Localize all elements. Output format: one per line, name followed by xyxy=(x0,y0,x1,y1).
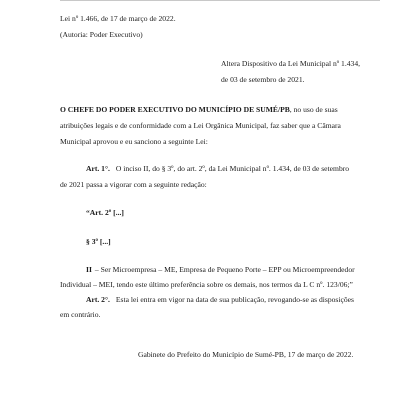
inciso-text: – Ser Microempresa – ME, Empresa de Pequeno Porte – EPP ou Microempreendedor xyxy=(94,265,355,274)
article-2-text: Esta lei entra em vigor na data de sua publicação, revogando-se as disposições xyxy=(115,295,354,304)
article-1-line-1 xyxy=(86,165,349,173)
preamble-line-2: atribuições legais e de conformidade com a Lei Orgânica Municipal, faz saber que a Câmara xyxy=(60,121,341,130)
article-2-line-2: em contrário. xyxy=(60,310,101,319)
article-2-label: Art. 2°. xyxy=(86,295,110,304)
article-2-line-1 xyxy=(86,296,354,304)
article-1-text: O inciso II, do § 3º, do art. 2º, da Lei Municipal nº. 1.434, de 03 de setembro xyxy=(115,164,350,173)
quoted-paragraph-3: § 3º [...] xyxy=(86,237,111,246)
preamble-line-1 xyxy=(60,106,338,114)
closing-signature-line: Gabinete do Prefeito do Município de Sumé-PB, 17 de março de 2022. xyxy=(138,350,354,359)
article-1-label: Art. 1°. xyxy=(86,164,110,173)
top-divider xyxy=(60,0,380,1)
ementa-line-1: Altera Dispositivo da Lei Municipal nº 1.434, xyxy=(221,59,361,68)
executive-authority: O CHEFE DO PODER EXECUTIVO DO MUNICÍPIO DE SUMÉ/PB xyxy=(60,105,290,114)
inciso-line-1 xyxy=(86,266,355,274)
preamble-line-1-rest: , no uso de suas xyxy=(289,105,338,114)
article-1-line-2: de 2021 passa a vigorar com a seguinte redação: xyxy=(60,180,207,189)
quoted-article-2: “Art. 2º [...] xyxy=(86,208,124,217)
inciso-label: II xyxy=(86,265,92,274)
preamble-line-3: Municipal aprovou e eu sanciono a seguinte Lei: xyxy=(60,137,208,146)
law-number: Lei nº 1.466, de 17 de março de 2022. xyxy=(60,14,176,23)
authorship-note: (Autoria: Poder Executivo) xyxy=(60,30,143,39)
ementa-line-2: de 03 de setembro de 2021. xyxy=(221,75,305,84)
inciso-line-2: Individual – MEI, tendo este último preferência sobre os demais, nos termos da L C nº. 123/06;” xyxy=(60,280,353,289)
